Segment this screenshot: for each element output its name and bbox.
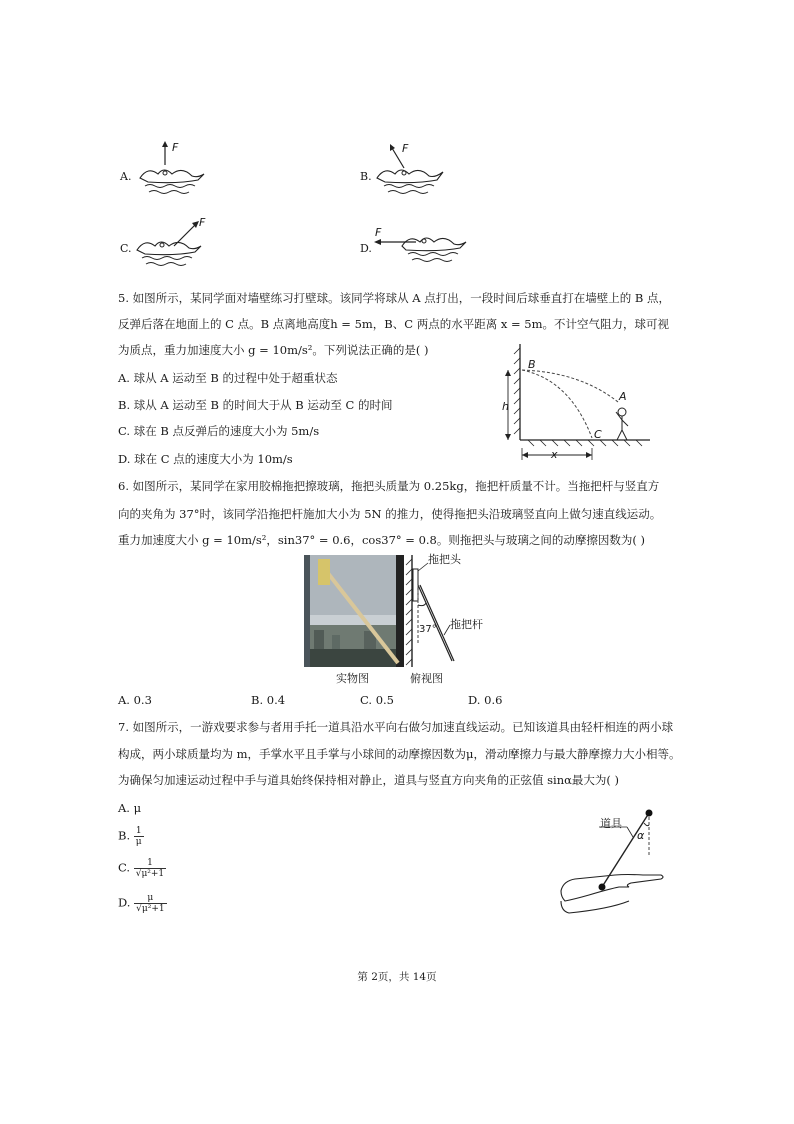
q4-option-a-label: A. <box>120 170 132 183</box>
q5-option-b: B. 球从 A 运动至 B 的时间大于从 B 运动至 C 的时间 <box>118 398 393 412</box>
q7-option-d-fraction <box>134 893 166 914</box>
q7-option-d-numerator: μ <box>134 893 166 904</box>
q7-option-c-denominator: √μ²+1 <box>135 869 165 879</box>
q7-option-c <box>118 858 166 879</box>
q4-c-force-label: F <box>199 216 206 229</box>
q4-b-force-label: F <box>402 142 409 155</box>
q4-option-d-label: D. <box>360 242 372 255</box>
q7-option-b-denominator: μ <box>135 837 142 847</box>
q5-option-c: C. 球在 B 点反弹后的速度大小为 5m/s <box>118 424 320 438</box>
q6-head-label: 拖把头 <box>428 553 461 566</box>
q6-stem-line3: 重力加速度大小 g = 10m/s²，sin37° = 0.6，cos37° = 0.8。则拖把头与玻璃之间的动摩擦因数为( ) <box>118 533 646 547</box>
q5-fig-label-a: A <box>619 390 627 403</box>
q6-top-view <box>404 555 504 667</box>
q6-option-b: B. 0.4 <box>251 693 286 707</box>
q6-rod-label: 拖把杆 <box>450 618 483 631</box>
q7-option-b-label: B. <box>118 828 131 843</box>
q4-option-c-label: C. <box>120 242 132 255</box>
q6-stem-line1: 6. 如图所示，某同学在家用胶棉拖把擦玻璃，拖把头质量为 0.25kg，拖把杆质量不计。当拖把杆与竖直方 <box>118 479 660 493</box>
q6-angle-label: 37° <box>419 624 437 635</box>
q5-stem-line3: 为质点，重力加速度大小 g = 10m/s²。下列说法正确的是( ) <box>118 343 429 357</box>
page-footer: 第 2页，共 14页 <box>357 971 437 983</box>
q7-stem-line3: 为确保匀加速运动过程中手与道具始终保持相对静止，道具与竖直方向夹角的正弦值 sinα最大为( ) <box>118 773 620 787</box>
q6-option-d: D. 0.6 <box>468 693 503 707</box>
q7-alpha-label: α <box>637 829 645 842</box>
q7-option-b-numerator: 1 <box>134 826 144 837</box>
q7-option-d <box>118 893 167 914</box>
q6-stem-line2: 向的夹角为 37°时，该同学沿拖把杆施加大小为 5N 的推力，使得拖把头沿玻璃竖直向上做匀速直线运动。 <box>118 507 662 521</box>
q7-option-c-fraction <box>134 858 166 879</box>
q7-option-a: A. μ <box>118 801 142 815</box>
q6-option-a: A. 0.3 <box>118 693 152 707</box>
q5-option-d: D. 球在 C 点的速度大小为 10m/s <box>118 452 293 466</box>
q4-figure-b <box>372 140 462 200</box>
q4-option-b-label: B. <box>360 170 372 183</box>
q4-a-force-label: F <box>172 141 179 154</box>
q7-stem-line2: 构成，两小球质量均为 m，手掌水平且手掌与小球间的动摩擦因数为μ，滑动摩擦力与最大静摩擦力大小相等。 <box>118 747 681 761</box>
q7-option-c-numerator: 1 <box>134 858 166 869</box>
q6-option-c: C. 0.5 <box>360 693 394 707</box>
q7-stem-line1: 7. 如图所示，一游戏要求参与者用手托一道具沿水平向右做匀加速直线运动。已知该道具由轻杆相连的两小球 <box>118 720 674 734</box>
q5-figure <box>500 340 660 465</box>
q4-d-force-label: F <box>375 226 382 239</box>
q5-fig-label-c: C <box>594 428 602 441</box>
q4-figure-c <box>132 212 222 272</box>
q7-option-b <box>118 826 144 847</box>
q6-top-view-caption: 俯视图 <box>410 672 443 685</box>
q4-figure-d <box>372 212 472 272</box>
q7-option-d-denominator: √μ²+1 <box>136 904 165 914</box>
q5-fig-label-b: B <box>528 358 536 371</box>
q5-fig-label-x: x <box>551 448 558 461</box>
q7-prop-label: 道具 <box>600 817 622 830</box>
q5-fig-label-h: h <box>502 400 509 413</box>
q5-option-a: A. 球从 A 运动至 B 的过程中处于超重状态 <box>118 371 338 385</box>
q6-photo-caption: 实物图 <box>336 672 369 685</box>
q7-option-c-label: C. <box>118 860 131 875</box>
q7-option-b-fraction <box>134 826 144 847</box>
q6-photo <box>304 555 404 667</box>
q5-stem-line2: 反弹后落在地面上的 C 点。B 点离地高度h = 5m，B、C 两点的水平距离 x = 5m。不计空气阻力，球可视 <box>118 317 670 331</box>
q5-stem-line1: 5. 如图所示，某同学面对墙壁练习打壁球。该同学将球从 A 点打出，一段时间后球垂直打在墙壁上的 B 点， <box>118 291 671 305</box>
q7-option-d-label: D. <box>118 895 131 910</box>
